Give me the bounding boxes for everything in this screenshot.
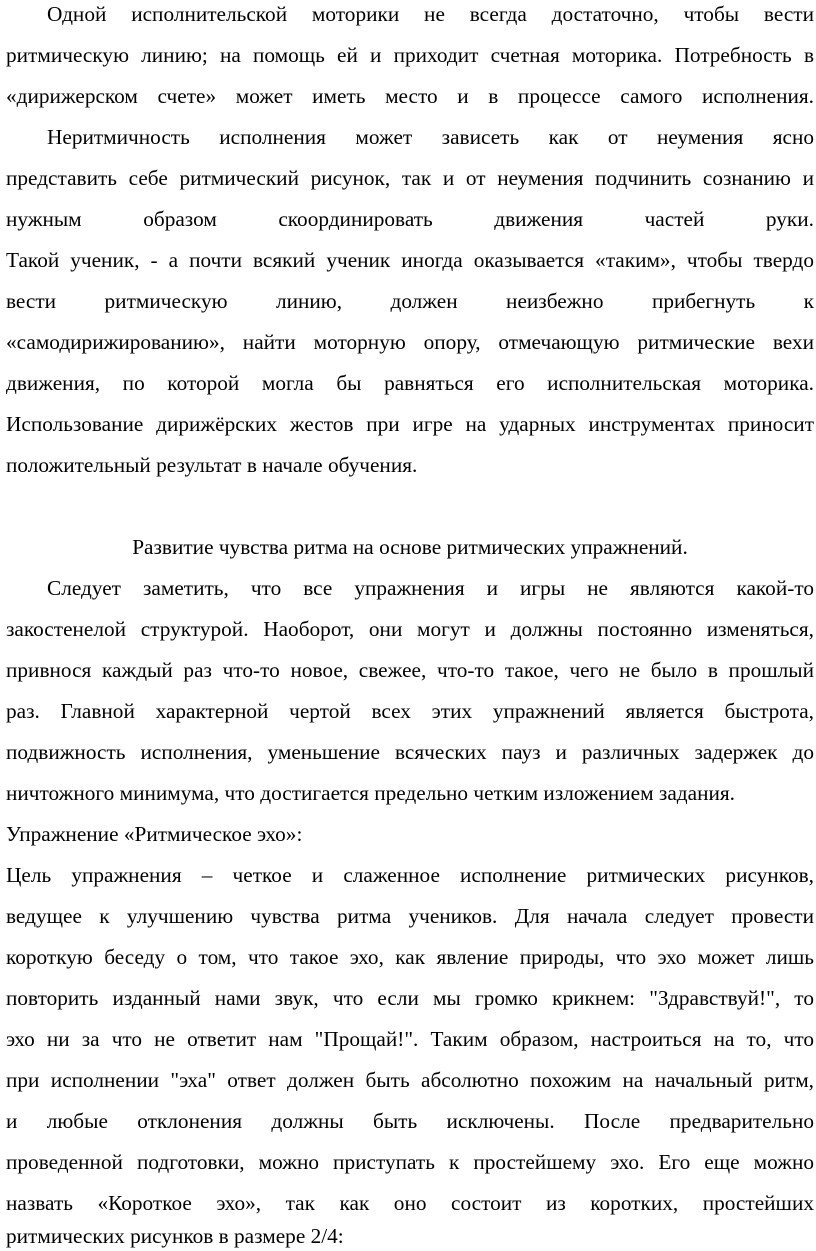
text-line: представить себе ритмический рисунок, так и от неумения подчинить сознанию и	[6, 166, 814, 190]
text-line: короткую беседу о том, что такое эхо, как явление природы, что эхо может лишь	[6, 945, 814, 969]
text-line: ничтожного минимума, что достигается предельно четким изложением задания.	[6, 781, 735, 805]
text-line: Следует заметить, что все упражнения и игры не являются какой-то	[47, 576, 814, 600]
text-line: при исполнении "эха" ответ должен быть абсолютно похожим на начальный ритм,	[6, 1068, 814, 1092]
text-line: ведущее к улучшению чувства ритма учеников. Для начала следует провести	[6, 904, 814, 928]
text-line: назвать «Короткое эхо», так как оно состоит из коротких, простейших	[6, 1191, 814, 1215]
section-heading: Развитие чувства ритма на основе ритмических упражнений.	[132, 535, 688, 559]
text-line: проведенной подготовки, можно приступать к простейшему эхо. Его еще можно	[6, 1150, 814, 1174]
text-line: ритмическую линию; на помощь ей и приходит счетная моторика. Потребность в	[6, 43, 814, 67]
text-line: вести ритмическую линию, должен неизбежно прибегнуть к	[6, 289, 814, 313]
text-line: Неритмичность исполнения может зависеть как от неумения ясно	[47, 125, 814, 149]
text-line: Такой ученик, - а почти всякий ученик иногда оказывается «таким», чтобы твердо	[6, 248, 814, 272]
text-line: повторить изданный нами звук, что если мы громко крикнем: "Здравствуй!", то	[6, 986, 814, 1010]
text-line: «самодирижированию», найти моторную опору, отмечающую ритмические вехи	[6, 330, 814, 354]
text-line: движения, по которой могла бы равняться его исполнительская моторика.	[6, 371, 814, 395]
text-line: подвижность исполнения, уменьшение всяческих пауз и различных задержек до	[6, 740, 814, 764]
text-line: Использование дирижёрских жестов при игре на ударных инструментах приносит	[6, 412, 814, 436]
text-line: и любые отклонения должны быть исключены. После предварительно	[6, 1109, 814, 1133]
text-line: «дирижерском счете» может иметь место и в процессе самого исполнения.	[6, 84, 814, 108]
text-line: ритмических рисунков в размере 2/4:	[6, 1224, 344, 1248]
text-line: Одной исполнительской моторики не всегда достаточно, чтобы вести	[47, 2, 814, 26]
text-line: Цель упражнения – четкое и слаженное исполнение ритмических рисунков,	[6, 863, 814, 887]
text-line: эхо ни за что не ответит нам "Прощай!". Таким образом, настроиться на то, что	[6, 1027, 814, 1051]
text-line: привнося каждый раз что-то новое, свежее, что-то такое, чего не было в прошлый	[6, 658, 814, 682]
exercise-title: Упражнение «Ритмическое эхо»:	[6, 822, 303, 846]
text-line: положительный результат в начале обучения.	[6, 453, 418, 477]
text-line: раз. Главной характерной чертой всех этих упражнений является быстрота,	[6, 699, 814, 723]
text-line: нужным образом скоординировать движения частей руки.	[6, 207, 814, 231]
text-line: закостенелой структурой. Наоборот, они могут и должны постоянно изменяться,	[6, 617, 814, 641]
